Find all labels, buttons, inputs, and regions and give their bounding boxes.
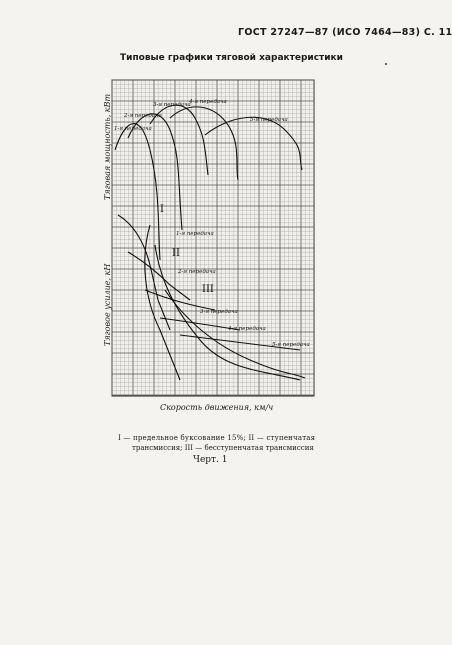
force-gear-label: 1-я передача [176, 231, 214, 237]
x-axis-label: Скорость движения, км/ч [160, 403, 274, 412]
page-header: ГОСТ 27247—87 (ИСО 7464—83) С. 11 [238, 27, 452, 38]
y-axis-label-force: Тяговое усилие, кН [103, 263, 112, 346]
caption-line-1: I — предельное буксование 15%; II — ступенчатая [118, 434, 316, 442]
force-gear-label: 3-я передача [200, 309, 238, 315]
power-gear-label: 5-я передача [250, 117, 288, 123]
zone-label: III [202, 284, 214, 295]
section-title: Типовые графики тяговой характеристики [120, 53, 343, 63]
power-gear-label: 2-я передача [124, 113, 162, 119]
y-axis-label-power: Тяговая мощность, кВт [103, 93, 112, 200]
figure-label: Черт. 1 [193, 455, 228, 465]
force-gear-label: 5-я передача [272, 342, 310, 348]
force-gear-label: 4-я передача [228, 326, 266, 332]
zone-label: II [172, 248, 180, 259]
power-gear-label: 3-я передача [153, 102, 191, 108]
figure-caption [118, 433, 418, 453]
power-gear-label: 4-я передача [189, 99, 227, 105]
caption-line-2: трансмиссия; III — бесступенчатая трансмиссия [132, 444, 314, 452]
zone-label: I [160, 204, 164, 215]
power-gear-label: 1-я передача [114, 126, 152, 132]
force-gear-label: 2-я передача [178, 269, 216, 275]
